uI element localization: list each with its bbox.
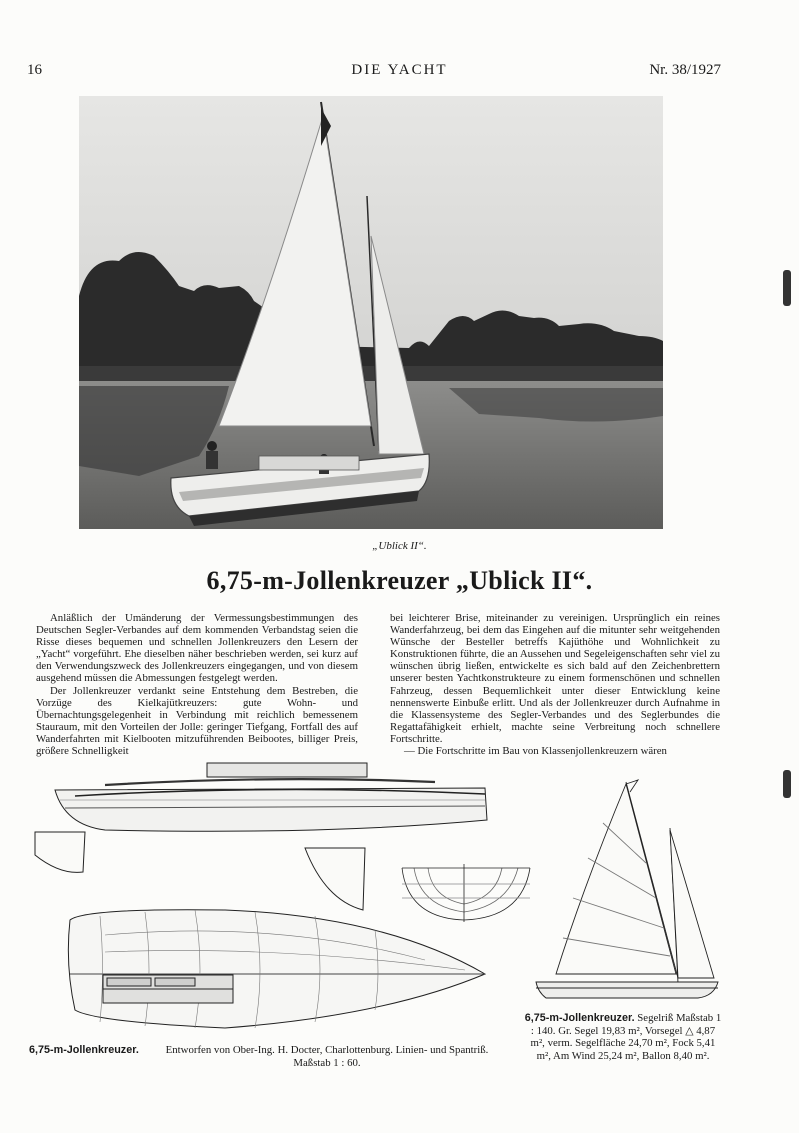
plan-caption (29, 1044, 489, 1069)
binding-hole-mark (783, 770, 791, 798)
paragraph: — Die Fortschritte im Bau von Klassenjollenkreuzern wären (404, 745, 667, 758)
paragraph: bei leichterer Brise, miteinander zu vereinigen. Ursprünglich ein reines Wanderfahrzeug, bei dem das Eingehen auf die mitunter sehr weitgehenden Wünsche der Besteller betreffs Kajüthöhe und Wohnlichkeit zu Konstruktionen führte, die an Aussehen und Segeleigenschaften sehr viel zu wünschen übrig ließen, entwickelte es sich bald auf den Zeichenbrettern unserer besten Yachtkonstrukteure zu einem formenschönen und schnellen Fahrzeug, dessen Bequemlichkeit unter dieser Entwicklung keine nennenswerte Einbuße erlitt. Und als der Jollenkreuzer durch Aufnahme in die Klassensysteme des Segler-Verbandes und des Seglerbundes die Regattafähigkeit erhielt, machte seine Verbreitung noch schnellere Fortschritte. (390, 612, 720, 745)
right-column (390, 612, 720, 757)
page-number: 16 (27, 62, 42, 78)
paragraph: Anläßlich der Umänderung der Vermessungsbestimmungen des Deutschen Segler-Verbandes auf dem kommenden Verbandstag seien die Risse dieses bequemen und schnellen Jollenkreuzers den Lesern der „Yacht“ vorgeführt. Ehe dieselben näher beschrieben werden, sei kurz auf den Verwendungszweck des Jollenkreuzers eingegangen, und von diesem ausgehend müssen die Abmessungen festgelegt werden. (36, 612, 358, 685)
photo-caption: „Ublick II“. (372, 540, 427, 552)
body-section-drawing (398, 858, 534, 924)
paragraph: Der Jollenkreuzer verdankt seine Entstehung dem Bestreben, die Vorzüge des Kielkajütkreuzers: gute Wohn- und Übernachtungsgelegenheit in Verbindung mit reichlich bemessenem Stauraum, mit den Vorteilen der Jolle: geringer Tiefgang, Fortfall des auf Wanderfahrten mit Kielbooten mitzuführenden Beibootes, billiger Preis, größere Schnelligkeit (36, 684, 358, 758)
sail-plan-drawing (528, 778, 724, 1004)
left-column (36, 612, 358, 757)
plan-caption-label: 6,75-m-Jollenkreuzer. (29, 1044, 139, 1056)
article-title: 6,75-m-Jollenkreuzer „Ublick II“. (206, 566, 593, 595)
sail-caption-text: Segelriß Maßstab 1 : 140. Gr. Segel 19,83 m², Vorsegel △ 4,87 m², verm. Segelfläche 24,70 m², Fock 5,41 m², Am Wind 25,24 m², Ballon 8,40 m². (530, 1012, 722, 1062)
page-header (0, 62, 799, 84)
magazine-title: DIE YACHT (351, 62, 448, 78)
issue-number: Nr. 38/1927 (649, 62, 721, 78)
sail-caption (523, 1012, 723, 1062)
plan-caption-text: Entworfen von Ober-Ing. H. Docter, Charlottenburg. Linien- und Spantriß. Maßstab 1 : 60. (165, 1044, 489, 1069)
yacht-photo (79, 96, 663, 529)
sail-caption-label: 6,75-m-Jollenkreuzer. (524, 1012, 635, 1024)
binding-hole-mark (783, 270, 791, 306)
